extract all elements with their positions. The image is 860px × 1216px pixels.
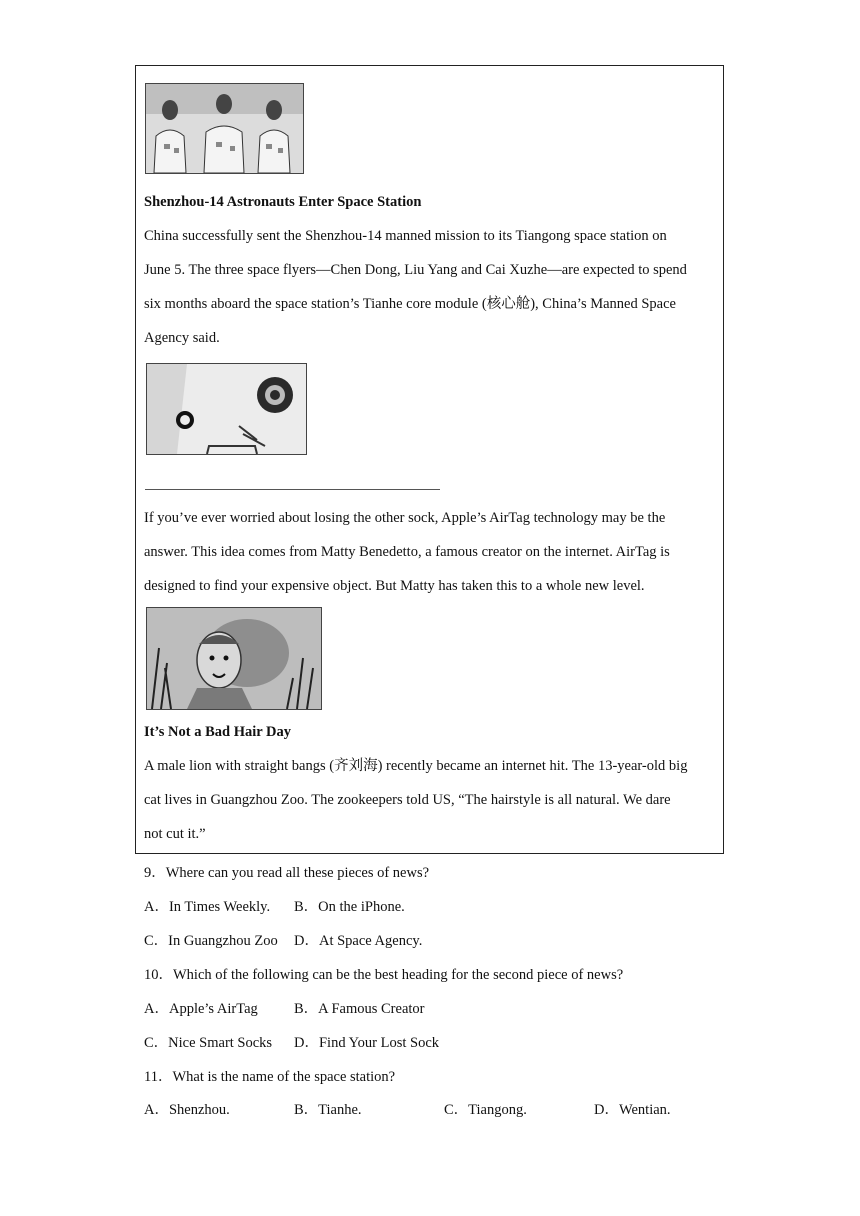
question-11-option-d[interactable]: D．Wentian.	[594, 1102, 671, 1118]
question-9-stem: 9．Where can you read all these pieces of news?	[144, 865, 430, 881]
question-9-option-a[interactable]: A．In Times Weekly.	[144, 899, 271, 915]
question-9-option-c[interactable]: C．In Guangzhou Zoo	[144, 933, 278, 949]
news-1-line-1: China successfully sent the Shenzhou-14 manned mission to its Tiangong space station on	[144, 228, 667, 244]
question-9-option-d[interactable]: D．At Space Agency.	[294, 933, 423, 949]
astronauts-photo	[145, 83, 304, 174]
question-10-option-d[interactable]: D．Find Your Lost Sock	[294, 1035, 440, 1051]
news-1-line-4: Agency said.	[144, 330, 220, 346]
question-9-option-b[interactable]: B．On the iPhone.	[294, 899, 405, 915]
question-11-stem: 11．What is the name of the space station?	[144, 1069, 396, 1085]
news-2-line-1: If you’ve ever worried about losing the other sock, Apple’s AirTag technology may be the	[144, 510, 666, 526]
question-11-option-c[interactable]: C．Tiangong.	[444, 1102, 527, 1118]
question-11-option-b[interactable]: B．Tianhe.	[294, 1102, 362, 1118]
news-1-line-2: June 5. The three space flyers—Chen Dong, Liu Yang and Cai Xuzhe—are expected to spend	[144, 262, 687, 278]
question-11-option-a[interactable]: A．Shenzhou.	[144, 1102, 230, 1118]
heading-blank-line	[145, 489, 440, 490]
airtag-illustration	[147, 364, 306, 454]
news-1-line-3: six months aboard the space station’s Tianhe core module (核心舱), China’s Manned Space	[144, 296, 676, 312]
question-10-stem: 10．Which of the following can be the best heading for the second piece of news?	[144, 967, 624, 983]
lion-photo	[146, 607, 322, 710]
news-3-line-3: not cut it.”	[144, 826, 206, 842]
news-1-title: Shenzhou-14 Astronauts Enter Space Station	[144, 194, 422, 210]
question-10-option-b[interactable]: B．A Famous Creator	[294, 1001, 425, 1017]
question-10-option-a[interactable]: A．Apple’s AirTag	[144, 1001, 258, 1017]
lion-illustration	[147, 608, 321, 709]
airtag-photo	[146, 363, 307, 455]
news-3-line-2: cat lives in Guangzhou Zoo. The zookeepers told US, “The hairstyle is all natural. We dare	[144, 792, 671, 808]
news-3-title: It’s Not a Bad Hair Day	[144, 724, 292, 740]
news-2-line-3: designed to find your expensive object. But Matty has taken this to a whole new level.	[144, 578, 645, 594]
news-2-line-2: answer. This idea comes from Matty Benedetto, a famous creator on the internet. AirTag is	[144, 544, 670, 560]
astronauts-illustration	[146, 84, 303, 173]
news-3-line-1: A male lion with straight bangs (齐刘海) recently became an internet hit. The 13-year-old big	[144, 758, 688, 774]
question-10-option-c[interactable]: C．Nice Smart Socks	[144, 1035, 273, 1051]
